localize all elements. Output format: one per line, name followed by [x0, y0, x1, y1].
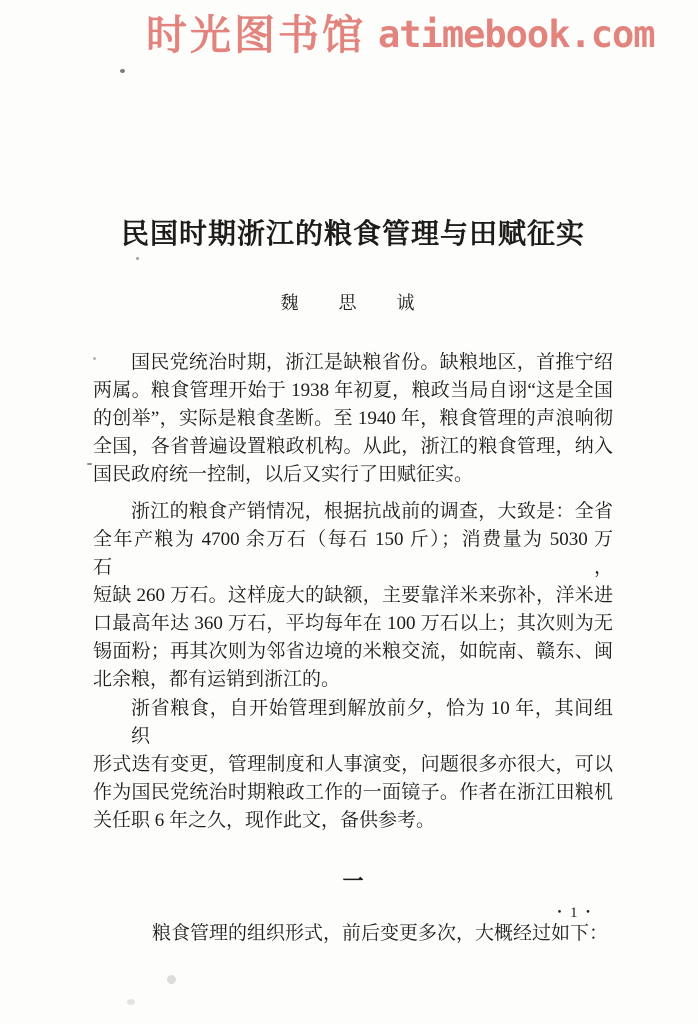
article-title: 民国时期浙江的粮食管理与田赋征实 [120, 219, 585, 250]
text-line: 浙江的粮食产销情况，根据抗战前的调查，大致是：全省 [131, 501, 613, 522]
scan-speck [93, 357, 96, 360]
text-line: 国民政府统一控制，以后又实行了田赋征实。 [93, 464, 474, 485]
text-line: 两属。粮食管理开始于 1938 年初夏，粮政当局自诩“这是全国 [93, 380, 613, 401]
page-number: ・1・ [552, 905, 599, 921]
text-line: 口最高年达 360 万石，平均每年在 100 万石以上；其次则为无 [93, 613, 613, 634]
text-line: 北余粮，都有运销到浙江的。 [93, 669, 341, 690]
text-line: 锡面粉；再其次则为邻省边境的米粮交流，如皖南、赣东、闽 [93, 641, 613, 662]
paragraph [93, 349, 613, 489]
watermark-cjk-text: 时光图书馆 [146, 11, 366, 59]
text-line: 形式迭有变更，管理制度和人事演变，问题很多亦很大，可以 [93, 754, 613, 775]
scan-speck [167, 975, 176, 984]
watermark-latin-text: atimebook.com [378, 13, 655, 56]
closing-line: 粮食管理的组织形式，前后变更多次，大概经过如下： [152, 923, 609, 944]
text-line: 全年产粮为 4700 余万石（每石 150 斤）；消费量为 5030 万石， [93, 529, 613, 578]
article-body [93, 349, 613, 948]
text-line: 浙省粮食，自开始管理到解放前夕，恰为 10 年，其间组织 [131, 698, 613, 747]
paragraph [93, 498, 613, 694]
article-author: 魏 思 诚 [280, 293, 426, 313]
scan-speck [87, 463, 92, 465]
section-marker: 一 [342, 869, 364, 893]
text-line: 全国，各省普遍设置粮政机构。从此，浙江的粮食管理，纳入 [93, 436, 613, 457]
text-line: 作为国民党统治时期粮政工作的一面镜子。作者在浙江田粮机 [93, 782, 613, 803]
watermark [146, 2, 655, 61]
text-line: 国民党统治时期，浙江是缺粮省份。缺粮地区，首推宁绍 [131, 352, 613, 373]
text-line: 的创举”，实际是粮食垄断。至 1940 年，粮食管理的声浪响彻 [93, 408, 613, 429]
scan-speck [136, 257, 139, 260]
scan-speck [120, 69, 125, 73]
text-line: 短缺 260 万石。这样庞大的缺额，主要靠洋米来弥补，洋米进 [93, 585, 613, 606]
paragraph [93, 695, 613, 835]
text-line: 关任职 6 年之久，现作此文，备供参考。 [93, 810, 436, 831]
scan-speck [127, 999, 135, 1005]
